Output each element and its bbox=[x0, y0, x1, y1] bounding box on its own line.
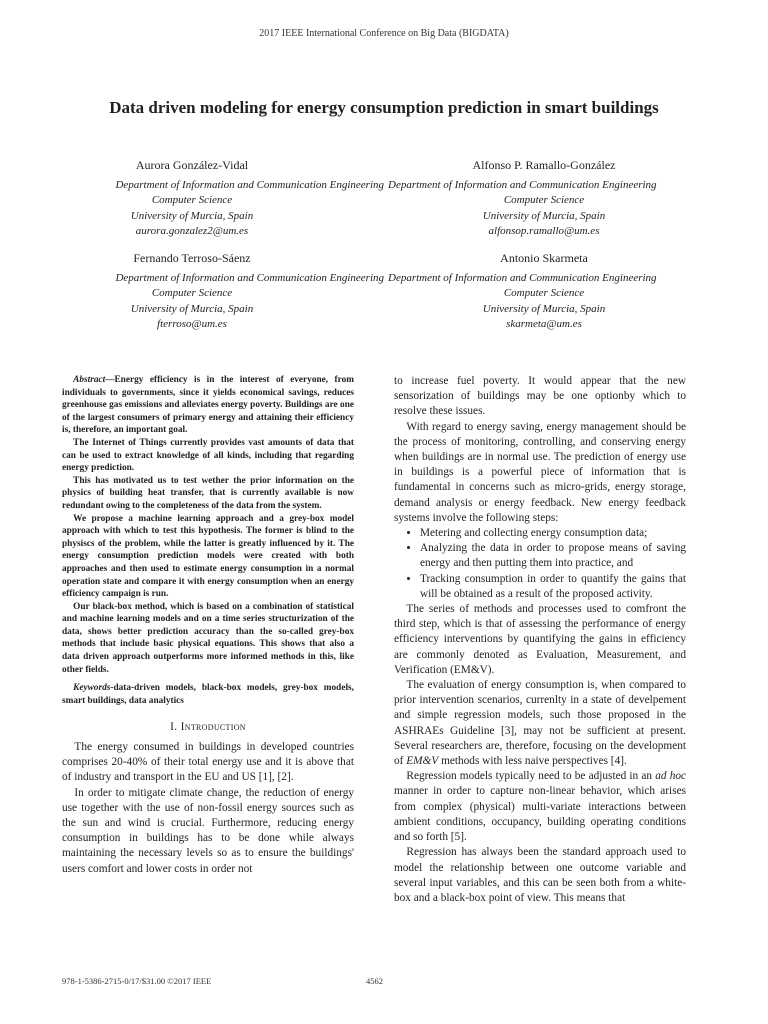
author-department: Department of Information and Communication Engineering bbox=[115, 271, 384, 284]
abstract-text: —Energy efficiency is in the interest of everyone, from individuals to governments, since it yields economical savings, reduces greenhouse gas emissions and alleviates energy poverty. Buildings are one of the largest consumers of primary energy and attaining their efficiency is, therefore, an important goal. bbox=[62, 375, 354, 436]
author-block-3 bbox=[0, 251, 384, 333]
text-run-italic: EM&V bbox=[406, 755, 439, 768]
conference-header: 2017 IEEE International Conference on Big Data (BIGDATA) bbox=[259, 28, 509, 39]
abstract-paragraph: The Internet of Things currently provides vast amounts of data that can be used to extract knowledge of all kinds, including that regarding energy prediction. bbox=[62, 437, 354, 474]
keywords-label: Keywords bbox=[73, 683, 111, 694]
body-paragraph: The energy consumed in buildings in developed countries comprises 20-40% of their total energy use and it is above that of industry and transport in the EU and US [1], [2]. bbox=[62, 741, 354, 784]
list-item: • Tracking consumption in order to quantify the gains that will be obtained as a result of the proposed activity. bbox=[420, 572, 686, 602]
author-department: Department of Information and Communication Engineering bbox=[115, 178, 384, 191]
abstract-paragraph: We propose a machine learning approach and a grey-box model approach with which to test this hypothesis. The former is blind to the physiscs of the problem, while the latter is greatly influenced by it. The energy consumption prediction models were created with both approaches and then used to estimate energy consumption in a normal operation state and compare it with energy consumption when an energy efficiency campaign is run. bbox=[62, 513, 354, 600]
footer-isbn: 978-1-5386-2715-0/17/$31.00 ©2017 IEEE bbox=[62, 976, 212, 986]
keywords-text: -data-driven models, black-box models, grey-box models, smart buildings, data analytics bbox=[62, 683, 354, 706]
body-paragraph bbox=[394, 769, 686, 845]
abstract-label: Abstract bbox=[73, 375, 106, 385]
body-paragraph bbox=[394, 678, 686, 769]
keywords bbox=[62, 682, 354, 707]
section-heading bbox=[62, 721, 354, 734]
author-department: Department of Information and Communication Engineering bbox=[388, 271, 657, 284]
text-run: The evaluation of energy consumption is, when compared to prior intervention scenarios, currenlty in a state of develpement and simple regression models, such those proposed in the ASHRAEs Guideline [3], may not be sufficient at present. Several researchers are, therefore, focusing on the development of bbox=[394, 679, 686, 768]
body-paragraph: In order to mitigate climate change, the reduction of energy use together with the use of non-fossil energy sources such as the sun and wind is crucial. Furthermore, reducing energy consumption in buildings has to be done while always maintaining the necessary levels so as to ensure the buildings' users comfort and lower costs in order not bbox=[62, 786, 354, 875]
author-university: University of Murcia, Spain bbox=[482, 209, 606, 222]
abstract-paragraph: Our black-box method, which is based on a combination of statistical and machine learning models and on a time series structurization of the data, shows better prediction accuracy than the so-called grey-box methods that include basic physical equations. This shows that also a data driven approach outperforms more informed methods in this, like other fields. bbox=[62, 601, 354, 675]
right-column bbox=[394, 374, 686, 906]
author-name: Fernando Terroso-Sáenz bbox=[133, 251, 251, 265]
list-item: • Metering and collecting energy consumption data; bbox=[420, 526, 686, 541]
author-email: aurora.gonzalez2@um.es bbox=[135, 225, 249, 237]
author-university: University of Murcia, Spain bbox=[130, 209, 254, 222]
list-item: • Analyzing the data in order to propose means of saving energy and then putting them into practice, and bbox=[420, 541, 686, 571]
introduction-body bbox=[62, 740, 354, 877]
author-university: University of Murcia, Spain bbox=[482, 302, 606, 315]
section-number: I. bbox=[170, 721, 178, 734]
body-paragraph: Regression has always been the standard approach used to model the relationship between one outcome variable and several input variables, and this can be seen both from a white-box and a black-box point of view. This means that bbox=[394, 846, 686, 904]
section-title: Introduction bbox=[180, 721, 246, 734]
page-number: 4562 bbox=[366, 976, 383, 986]
bullet-list bbox=[394, 526, 686, 602]
abstract bbox=[62, 374, 354, 676]
author-block-4 bbox=[352, 251, 736, 333]
author-name: Antonio Skarmeta bbox=[500, 251, 588, 265]
author-university: University of Murcia, Spain bbox=[130, 302, 254, 315]
abstract-paragraph bbox=[62, 374, 354, 437]
text-run: manner in order to capture non-linear behavior, which arises from complex (physical) multi-variate interactions between ambient conditions, occupancy, building operating conditions and so forth [5]. bbox=[394, 785, 686, 844]
body-paragraph: The series of methods and processes used to comfront the third step, which is that of assessing the performance of energy efficiency interventions by quantifying the gains in efficiency are commonly denoted as Evaluation, Measurement, and Verification (EM&V). bbox=[394, 603, 686, 676]
author-block-2 bbox=[352, 158, 736, 240]
abstract-paragraph: This has motivated us to test wether the prior information on the physics of building heat transfer, that is currently available is now redundant owing to the completeness of the data from the system. bbox=[62, 475, 354, 511]
text-run-italic: ad hoc bbox=[655, 770, 686, 783]
author-subdepartment: Computer Science bbox=[503, 194, 585, 206]
paper-title: Data driven modeling for energy consumption prediction in smart buildings bbox=[109, 98, 659, 117]
author-name: Alfonso P. Ramallo-González bbox=[472, 158, 616, 172]
text-run: methods with less naive perspectives [4]. bbox=[438, 755, 627, 768]
author-name: Aurora González-Vidal bbox=[135, 158, 249, 172]
author-block-1 bbox=[0, 158, 384, 240]
body-paragraph: to increase fuel poverty. It would appear that the new sensorization of buildings may be one optionby which to resolve these issues. bbox=[394, 375, 686, 418]
author-subdepartment: Computer Science bbox=[151, 287, 233, 299]
author-subdepartment: Computer Science bbox=[503, 287, 585, 299]
left-column bbox=[62, 374, 354, 877]
text-run: Regression models typically need to be adjusted in an bbox=[406, 770, 656, 783]
author-email: fterroso@um.es bbox=[157, 318, 227, 330]
author-email: skarmeta@um.es bbox=[506, 318, 582, 330]
author-email: alfonsop.ramallo@um.es bbox=[488, 225, 600, 237]
author-department: Department of Information and Communication Engineering bbox=[388, 178, 657, 191]
author-subdepartment: Computer Science bbox=[151, 194, 233, 206]
body-paragraph: With regard to energy saving, energy management should be the process of monitoring, controlling, and conserving energy when buildings are in normal use. The prediction of energy use in buildings is a powerful piece of information that is fundamental in concerns such as micro-grids, energy storage, demand analysis or energy feedback. New energy feedback systems involve the following steps: bbox=[394, 420, 686, 524]
